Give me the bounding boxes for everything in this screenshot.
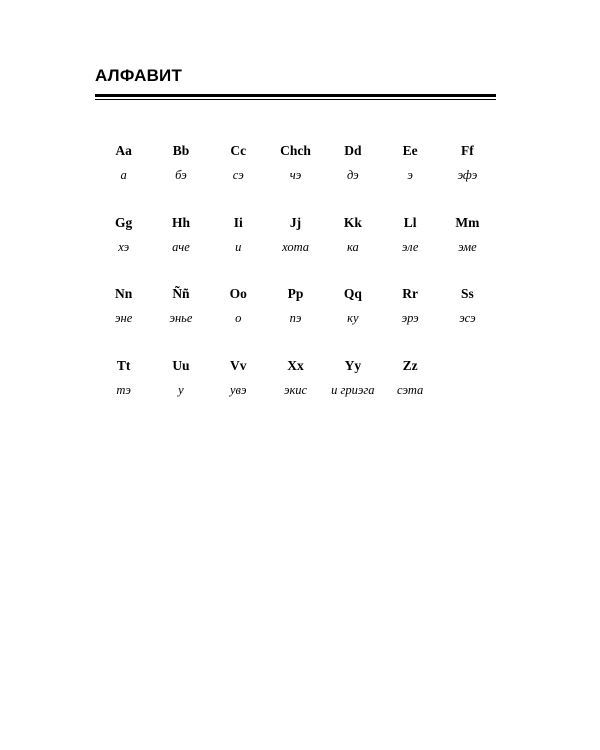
alphabet-letter-name: дэ [347,168,359,182]
alphabet-entry [324,358,381,430]
alphabet-letter-name: эрэ [401,311,419,325]
alphabet-entry [210,286,267,358]
alphabet-letter-name: эле [401,239,419,254]
alphabet-letter: Ff [461,143,474,158]
alphabet-letter: Rr [402,286,418,301]
alphabet-entry [152,143,209,215]
alphabet-entry [439,143,496,215]
alphabet-letter-name: хота [282,239,309,254]
alphabet-letter-name: ку [347,311,359,325]
alphabet-entry [439,286,496,358]
alphabet-letter: Cc [230,143,247,158]
alphabet-letter: Vv [229,357,247,373]
alphabet-letter-name: эне [115,311,133,325]
alphabet-letter: Uu [172,357,190,373]
alphabet-entry [324,143,381,215]
alphabet-entry [95,286,152,358]
alphabet-letter: Qq [343,286,362,301]
alphabet-entry [210,143,267,215]
alphabet-letter: Yy [344,357,362,373]
alphabet-letter-name: экис [283,382,308,397]
alphabet-entry [267,286,324,358]
alphabet-letter-name: и [235,239,242,254]
alphabet-letter-name: у [178,382,184,397]
title-rule-thin [95,99,496,100]
alphabet-letter: Ee [402,143,418,158]
alphabet-letter: Ii [233,214,243,230]
title-rule-thick [95,94,496,97]
alphabet-entry [152,358,209,430]
alphabet-entry [381,143,438,215]
alphabet-grid [95,143,497,429]
alphabet-letter: Dd [344,143,362,158]
alphabet-letter: Nn [115,286,133,301]
alphabet-letter-name: увэ [229,382,247,397]
alphabet-entry [267,143,324,215]
alphabet-letter: Pp [287,286,304,301]
alphabet-letter-name: чэ [289,168,302,182]
alphabet-letter-name: эме [458,239,477,254]
alphabet-entry [324,215,381,287]
alphabet-letter: Oo [229,286,247,301]
alphabet-entry [381,286,438,358]
alphabet-entry [267,358,324,430]
alphabet-letter-name: аче [172,239,190,254]
alphabet-letter: Ss [461,286,474,301]
alphabet-letter: Gg [115,214,133,230]
alphabet-letter: Bb [172,143,190,158]
alphabet-entry [267,215,324,287]
alphabet-entry [210,358,267,430]
alphabet-letter: Kk [343,214,362,230]
alphabet-letter-name: сэ [232,168,244,182]
alphabet-letter-name: эфэ [457,168,478,182]
alphabet-letter: Mm [455,214,480,230]
alphabet-letter: Aa [115,143,132,158]
alphabet-letter-name: о [235,311,242,325]
alphabet-letter-name: и гриэга [331,382,375,397]
alphabet-entry [381,358,438,430]
alphabet-entry [95,143,152,215]
alphabet-entry [95,215,152,287]
page-title: АЛФАВИТ [95,66,183,85]
alphabet-letter: Ññ [172,286,190,301]
alphabet-letter: Tt [116,357,131,373]
alphabet-letter-name: а [120,168,127,182]
alphabet-letter-name: тэ [116,382,131,397]
alphabet-letter-name: ка [346,239,359,254]
alphabet-letter: Jj [289,214,302,230]
alphabet-letter: Xx [287,357,304,373]
alphabet-entry [152,215,209,287]
alphabet-entry [152,286,209,358]
alphabet-letter: Ll [403,214,417,230]
alphabet-letter-name: э [407,168,413,182]
alphabet-letter-name: пэ [289,311,302,325]
alphabet-letter: Chch [280,143,311,158]
alphabet-letter-name: энье [169,311,193,325]
alphabet-entry [95,358,152,430]
alphabet-entry [381,215,438,287]
alphabet-letter: Zz [402,357,418,373]
alphabet-letter-name: сэта [396,382,424,397]
alphabet-entry [324,286,381,358]
alphabet-letter-name: хэ [118,239,130,254]
alphabet-letter-name: эсэ [459,311,476,325]
alphabet-entry [210,215,267,287]
alphabet-entry [439,215,496,287]
alphabet-letter-name: бэ [175,168,187,182]
alphabet-letter: Hh [171,214,190,230]
